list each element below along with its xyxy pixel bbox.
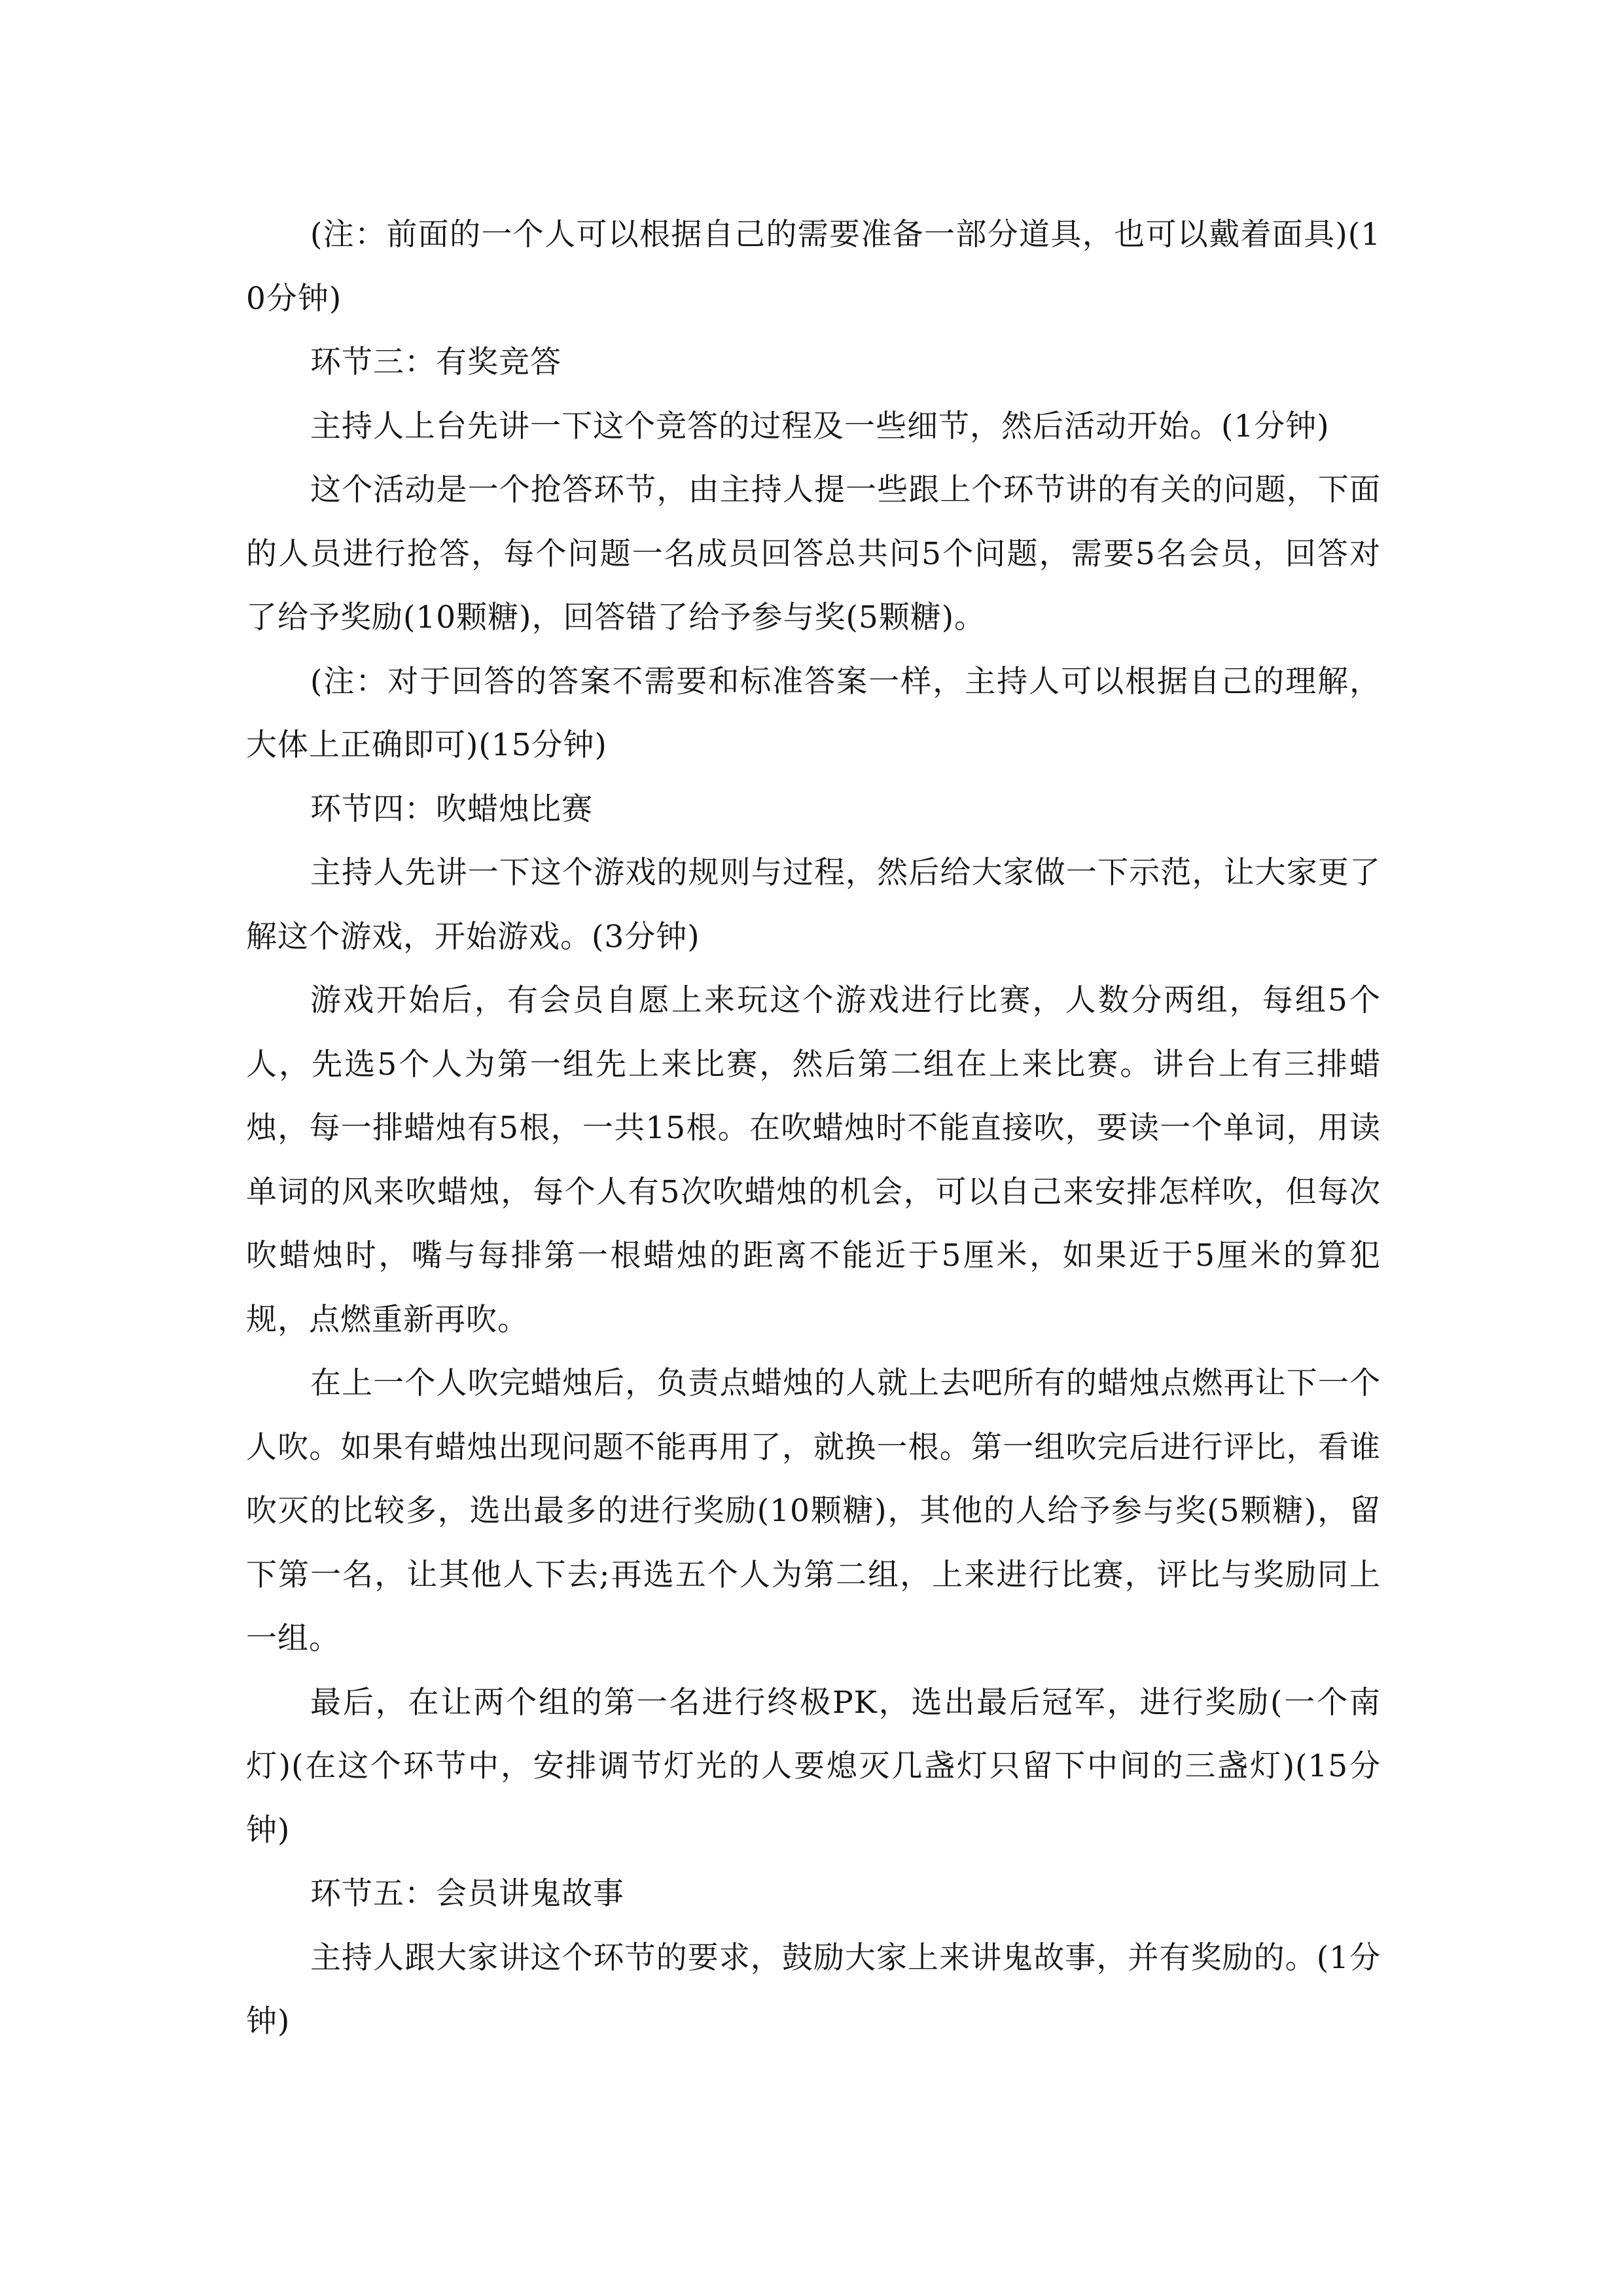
candle-process-paragraph: 在上一个人吹完蜡烛后，负责点蜡烛的人就上去吧所有的蜡烛点燃再让下一个人吹。如果有蜡烛出现问题不能再用了，就换一根。第一组吹完后进行评比，看谁吹灭的比较多，选出最多的进行奖励(10颗糖)，其他的人给予参与奖(5颗糖)，留下第一名，让其他人下去;再选五个人为第二组，上来进行比赛，评比与奖励同上一组。 <box>246 1365 1381 1657</box>
candle-intro-paragraph: 主持人先讲一下这个游戏的规则与过程，然后给大家做一下示范，让大家更了解这个游戏，开始游戏。(3分钟) <box>246 855 1381 955</box>
section-five-heading: 环节五：会员讲鬼故事 <box>310 1876 624 1912</box>
quiz-rules-paragraph: 这个活动是一个抢答环节，由主持人提一些跟上个环节讲的有关的问题，下面的人员进行抢答，每个问题一名成员回答总共问5个问题，需要5名会员，回答对了给予奖励(10颗糖)，回答错了给予参与奖(5颗糖)。 <box>246 472 1381 636</box>
note-props-paragraph: (注：前面的一个人可以根据自己的需要准备一部分道具，也可以戴着面具)(10分钟) <box>246 217 1381 317</box>
candle-final-paragraph: 最后，在让两个组的第一名进行终极PK，选出最后冠军，进行奖励(一个南灯)(在这个环节中，安排调节灯光的人要熄灭几盏灯只留下中间的三盏灯)(15分钟) <box>246 1684 1381 1848</box>
document-body <box>246 203 1381 2054</box>
quiz-note-paragraph: (注：对于回答的答案不需要和标准答案一样，主持人可以根据自己的理解，大体上正确即可)(15分钟) <box>246 663 1381 763</box>
section-four-heading: 环节四：吹蜡烛比赛 <box>310 791 593 827</box>
section-three-heading: 环节三：有奖竞答 <box>310 344 562 380</box>
quiz-intro-paragraph: 主持人上台先讲一下这个竞答的过程及一些细节，然后活动开始。(1分钟) <box>310 408 1330 444</box>
candle-rules-paragraph: 游戏开始后，有会员自愿上来玩这个游戏进行比赛，人数分两组，每组5个人，先选5个人为第一组先上来比赛，然后第二组在上来比赛。讲台上有三排蜡烛，每一排蜡烛有5根，一共15根。在吹蜡烛时不能直接吹，要读一个单词，用读单词的风来吹蜡烛，每个人有5次吹蜡烛的机会，可以自己来安排怎样吹，但每次吹蜡烛时，嘴与每排第一根蜡烛的距离不能近于5厘米，如果近于5厘米的算犯规，点燃重新再吹。 <box>246 982 1381 1338</box>
ghost-story-paragraph: 主持人跟大家讲这个环节的要求，鼓励大家上来讲鬼故事，并有奖励的。(1分钟) <box>246 1939 1381 2039</box>
